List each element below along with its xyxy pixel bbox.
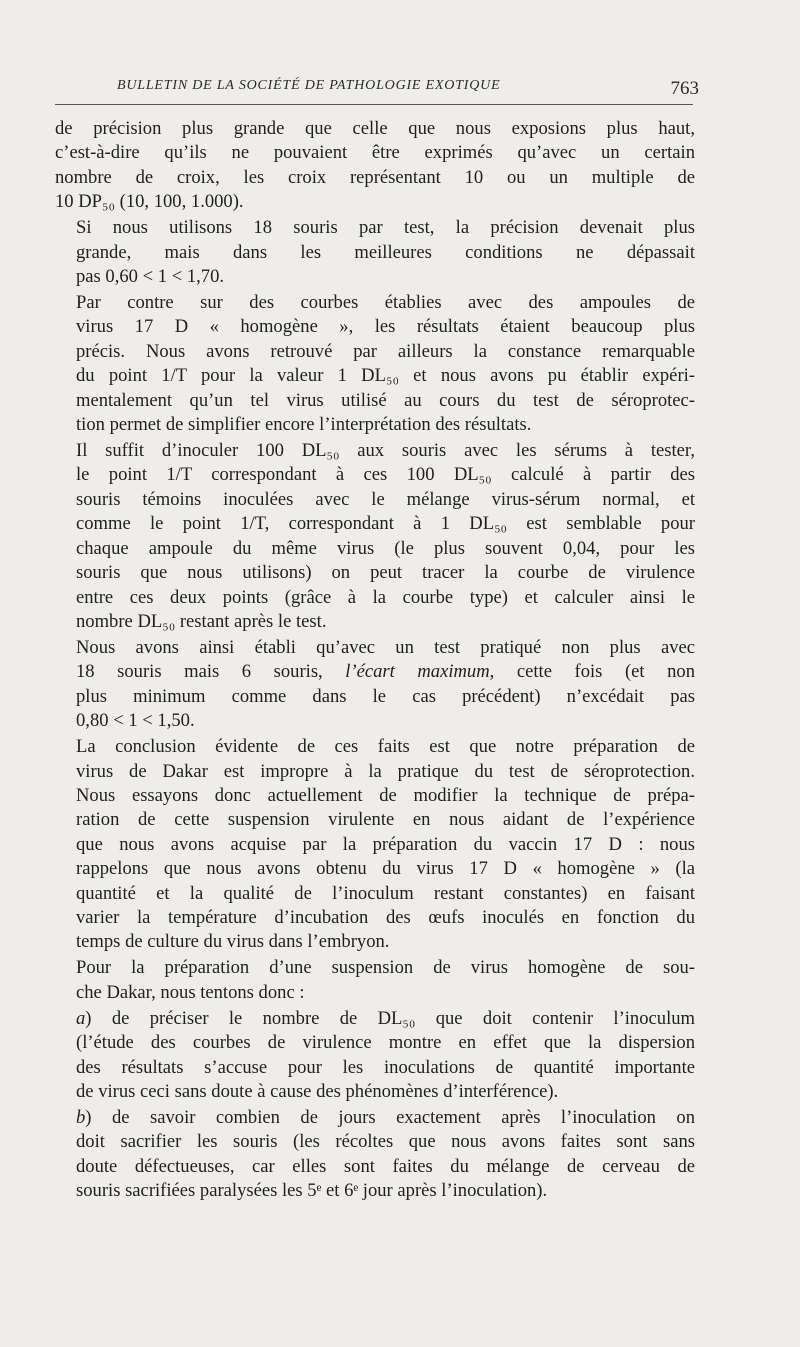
running-title: BULLETIN DE LA SOCIÉTÉ DE PATHOLOGIE EXOTIQUE: [117, 78, 501, 93]
text-line: nombre de croix, les croix représentant 10 ou un multiple de: [55, 166, 695, 188]
page-number: 763: [670, 78, 699, 99]
text-line: quantité et la qualité de l’inoculum restant constantes) en faisant: [76, 882, 695, 904]
text-line: virus de Dakar est impropre à la pratique du test de séroprotection.: [76, 760, 695, 782]
text-line: Nous avons ainsi établi qu’avec un test pratiqué non plus avec: [76, 636, 695, 658]
text-line: rappelons que nous avons obtenu du virus 17 D « homogène » (la: [76, 858, 695, 880]
text-line: plus minimum comme dans le cas précédent) n’excédait pas: [76, 685, 695, 707]
paragraph: [55, 439, 695, 634]
text-line: chaque ampoule du même virus (le plus souvent 0,04, pour les: [76, 537, 695, 559]
emphasis: l’écart maximum: [345, 661, 490, 683]
text-line: pas 0,60 < 1 < 1,70.: [76, 266, 225, 288]
text-line: comme le point 1/T, correspondant à 1 DL₅₀ est semblable pour: [76, 513, 695, 535]
text-line: le point 1/T correspondant à ces 100 DL₅₀ calculé à partir des: [76, 464, 695, 486]
text-line: grande, mais dans les meilleures conditions ne dépassait: [76, 241, 695, 263]
paragraph: [55, 216, 695, 289]
text-line: (l’étude des courbes de virulence montre en effet que la dispersion: [76, 1032, 695, 1054]
text-line: souris que nous utilisons) on peut tracer la courbe de virulence: [76, 562, 695, 584]
paragraph: [55, 735, 695, 955]
text-line: temps de culture du virus dans l’embryon.: [76, 931, 390, 953]
text-line: 0,80 < 1 < 1,50.: [76, 710, 195, 732]
text-line: entre ces deux points (grâce à la courbe type) et calculer ainsi le: [76, 586, 695, 608]
paragraph: [55, 956, 695, 1005]
text-line: ration de cette suspension virulente en nous aidant de l’expérience: [76, 809, 695, 831]
text-line: Pour la préparation d’une suspension de virus homogène de sou-: [76, 957, 695, 979]
text-line: c’est-à-dire qu’ils ne pouvaient être exprimés qu’avec un certain: [55, 142, 695, 164]
text-line: che Dakar, nous tentons donc :: [76, 981, 305, 1003]
text-line: Par contre sur des courbes établies avec des ampoules de: [76, 292, 695, 314]
text-line: nombre DL₅₀ restant après le test.: [76, 610, 327, 632]
text-line: des résultats s’accuse pour les inoculations de quantité importante: [76, 1056, 695, 1078]
running-header: [55, 78, 699, 102]
text-line: La conclusion évidente de ces faits est que notre préparation de: [76, 736, 695, 758]
paragraph: [55, 291, 695, 437]
text-line: varier la température d’incubation des œufs inoculés en fonction du: [76, 906, 695, 928]
text-line: virus 17 D « homogène », les résultats étaient beaucoup plus: [76, 316, 695, 338]
text-line: de virus ceci sans doute à cause des phénomènes d’interférence).: [76, 1081, 559, 1102]
body-text: [55, 117, 695, 1205]
text-line: a) de préciser le nombre de DL₅₀ que doit contenir l’inoculum: [76, 1007, 695, 1029]
text-line: Il suffit d’inoculer 100 DL₅₀ aux souris avec les sérums à tester,: [76, 440, 695, 462]
list-marker: b: [76, 1107, 86, 1128]
list-marker: a: [76, 1007, 86, 1029]
paragraph: [55, 1007, 695, 1105]
text-line: 18 souris mais 6 souris, l’écart maximum, cette fois (et non: [76, 661, 695, 683]
text-line: 10 DP₅₀ (10, 100, 1.000).: [55, 191, 244, 213]
text-line: du point 1/T pour la valeur 1 DL₅₀ et nous avons pu établir expéri-: [76, 365, 695, 387]
text-line: b) de savoir combien de jours exactement après l’inoculation on: [76, 1107, 695, 1128]
text-line: doit sacrifier les souris (les récoltes que nous avons faites sont sans: [76, 1131, 695, 1153]
text-line: de précision plus grande que celle que nous exposions plus haut,: [55, 118, 695, 139]
text-line: tion permet de simplifier encore l’interprétation des résultats.: [76, 414, 532, 436]
text-line: précis. Nous avons retrouvé par ailleurs la constance remarquable: [76, 340, 695, 362]
text-line: Si nous utilisons 18 souris par test, la précision devenait plus: [76, 217, 695, 239]
text-line: que nous avons acquise par la préparation du vaccin 17 D : nous: [76, 833, 695, 855]
header-rule: [55, 104, 693, 105]
paragraph: [55, 636, 695, 734]
paragraph: [55, 117, 695, 215]
text-line: souris sacrifiées paralysées les 5ᵉ et 6ᵉ jour après l’inoculation).: [76, 1180, 548, 1202]
paragraph: [55, 1106, 695, 1204]
text-line: souris témoins inoculées avec le mélange virus-sérum normal, et: [76, 488, 695, 510]
text-line: mentalement qu’un tel virus utilisé au cours du test de séroprotec-: [76, 389, 695, 411]
text-line: doute défectueuses, car elles sont faites du mélange de cerveau de: [76, 1155, 695, 1177]
text-line: Nous essayons donc actuellement de modifier la technique de prépa-: [76, 784, 695, 806]
